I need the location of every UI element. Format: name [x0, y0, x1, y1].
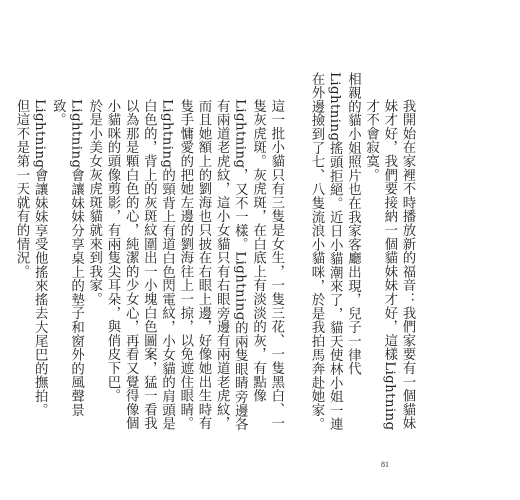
vertical-text-body	[12, 72, 416, 442]
paragraph-1: 我開始在家裡不時播放新的福音：我們家要有一個貓妹妹才好，我們要接納一個貓妹妹才好，這樣Lightning才不會寂寞。	[363, 99, 415, 431]
paragraph-2: 相親的貓小姐照片也在我家客廳出現，兒子一律代Lightning搖頭拒絕。近日小貓潮來了，貓天使林小姐一連在外邊撿到了七、八隻流浪小貓咪，於是我拍馬奔赴她家。	[308, 72, 361, 432]
paragraph-7: 但這不是第一天就有的情況。	[13, 99, 29, 279]
paragraph-5: Lightning會讓妹妹分享桌上的墊子和窗外的風聲景致。	[50, 99, 84, 417]
paragraph-6: Lightning會讓妹妹享受他搖來搖去大尾巴的撫拍。	[32, 99, 48, 417]
paragraph-4: 於是小美女灰虎斑貓就來到我家。	[86, 99, 102, 306]
page-number: 81	[381, 460, 389, 469]
paragraph-3: 這一批小貓只有三隻是女生，一隻三花、一隻黑白、一隻灰虎斑。灰虎斑，在白底上有淡淡的灰，有點像Lightning，又不一樣。Lightning的兩隻眼睛旁邊各有兩道老虎紋，這小女貓只有右眼旁邊有兩道老虎紋，而且她額上的劉海也只披在右眼上邊，好像她出生時有隻手慵愛的把她左邊的劉海往上一掠，以免遮住眼睛。Lightning的頸背上有道白色閃電紋，小女貓的肩頭是白色的，背上的灰斑紋圍出一小塊白色圖案，猛一看我以為那是顆白色的心，純潔的少女心，再看又覺得像個小貓咪的頭像剪影，有兩隻尖耳朵，與俏皮下巴。	[104, 99, 284, 432]
